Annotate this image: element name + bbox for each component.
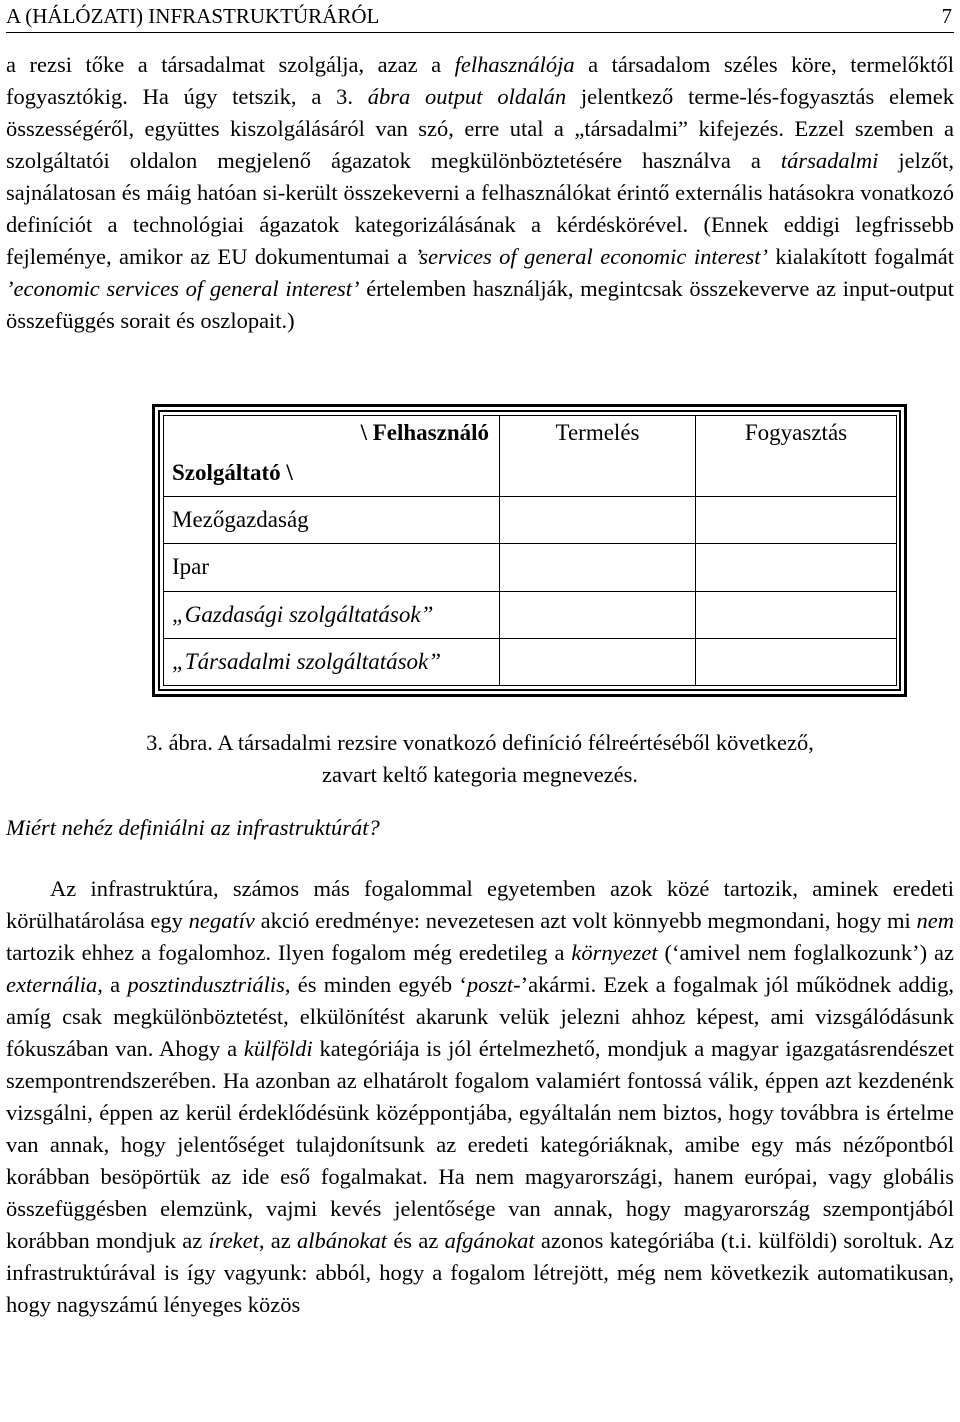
text-run: jelentkező terme-lés-fogyasztás elemek összességéről, együttes kiszolgálásáról van szó, erre utal a „társadalmi” kifejezés. Ezzel szemben a szolgáltatói oldalon megjelenő ágazatok megkülönböztetésére használva a bbox=[6, 84, 954, 173]
text-run: Az infrastruktúra, számos más fogalommal egyetemben azok közé tartozik, aminek eredeti körülhatárolása egy bbox=[6, 876, 954, 933]
table-cell bbox=[500, 544, 696, 591]
text-run: akció eredménye: nevezetesen azt volt könnyebb megmondani, hogy mi bbox=[254, 908, 917, 933]
category-table bbox=[163, 415, 897, 686]
emphasis: albánokat bbox=[297, 1228, 388, 1253]
emphasis: ’services of general economic interest’ bbox=[414, 244, 768, 269]
text-run: , és minden egyéb ‘ bbox=[284, 972, 467, 997]
text-run: , az bbox=[258, 1228, 298, 1253]
figure-caption bbox=[0, 727, 960, 791]
section-heading: Miért nehéz definiálni az infrastruktúrát? bbox=[6, 815, 380, 840]
text-run: kategóriája is jól értelmezhető, mondjuk a magyar igazgatásrendészet szempontrendszerében. Ha azonban az elhatárolt fogalom valamiért fontossá válik, éppen azt kezdenénk vizsgálni, éppen az kerül érdeklődésünk középpontjába, egyáltalán nem biztos, hogy továbbra is értelme van annak, hogy jelentőséget tulajdonítsunk az eredeti kategóriáknak, amibe egy más nézőpontból korábban besöpörtük az ide eső fogalmakat. Ha nem magyarországi, hanem európai, vagy globális összefüggésben elemzünk, vajmi kevés jelentősége van annak, hogy magyarország szempontjából korábban mondjuk az bbox=[6, 1036, 954, 1253]
header-user-label: \ Felhasználó bbox=[360, 420, 489, 445]
text-run: jelzőt, sajnálatosan és máig hatóan si-került összekeverni a felhasználókat érintő externális hatásokra vonatkozó definíciót a technológiai ágazatok kategorizálásának a kérdéskörével. (Ennek eddigi legfrissebb fejleménye, amikor az EU dokumentumai a bbox=[6, 148, 954, 269]
category-table-frame bbox=[152, 404, 907, 697]
header-provider-label: Szolgáltató \ bbox=[172, 460, 293, 485]
running-header bbox=[6, 2, 954, 33]
caption-line-2: zavart keltő kategoria megnevezés. bbox=[321, 762, 639, 787]
table-row bbox=[164, 544, 897, 591]
page-number: 7 bbox=[941, 4, 952, 28]
emphasis: külföldi bbox=[243, 1036, 313, 1061]
text-run: értelemben használják, megintcsak összekeverve az input-output összefüggés sorait és oszlopait.) bbox=[6, 276, 954, 333]
table-cell bbox=[696, 591, 897, 638]
emphasis: felhasználója bbox=[454, 52, 575, 77]
text-run: ’akármi. Ezek a fogalmak jól működnek addig, amíg csak megkülönböztetést, elkülönítést akarunk velük jelezni ahhoz képest, ami vizsgálódásunk fókuszában van. Ahogy a bbox=[6, 972, 954, 1061]
text-run: kialakított fogalmát bbox=[767, 244, 955, 269]
table-row bbox=[164, 497, 897, 544]
table-cell bbox=[696, 497, 897, 544]
caption-line-1: 3. ábra. A társadalmi rezsire vonatkozó definíció félreértéséből következő, bbox=[146, 730, 814, 755]
table-header-row bbox=[164, 416, 897, 497]
emphasis: íreket bbox=[208, 1228, 259, 1253]
body-paragraph-2 bbox=[6, 873, 954, 1321]
body-paragraph-1 bbox=[6, 49, 954, 337]
running-title: A (HÁLÓZATI) INFRASTRUKTÚRÁRÓL bbox=[6, 4, 380, 28]
emphasis: posztindusztriális bbox=[127, 972, 285, 997]
emphasis: nem bbox=[916, 908, 954, 933]
row-label: „Gazdasági szolgáltatások” bbox=[164, 591, 500, 638]
corner-header-cell bbox=[164, 416, 500, 497]
column-header-consumption: Fogyasztás bbox=[696, 416, 897, 497]
emphasis: poszt- bbox=[466, 972, 521, 997]
emphasis: ábra output oldalán bbox=[367, 84, 567, 109]
row-label: „Társadalmi szolgáltatások” bbox=[164, 638, 500, 685]
emphasis: ’economic services of general interest’ bbox=[6, 276, 360, 301]
emphasis: externália bbox=[6, 972, 98, 997]
row-label: Mezőgazdaság bbox=[164, 497, 500, 544]
text-run: azonos kategóriába (t.i. külföldi) soroltuk. Az infrastruktúrával is így vagyunk: abból, hogy a fogalom létrejött, még nem következik automatikusan, hogy nagyszámú lényeges közös bbox=[6, 1228, 954, 1317]
emphasis: környezet bbox=[571, 940, 658, 965]
emphasis: negatív bbox=[188, 908, 255, 933]
table-cell bbox=[696, 638, 897, 685]
table-cell bbox=[500, 638, 696, 685]
text-run: a rezsi tőke a társadalmat szolgálja, azaz a bbox=[6, 52, 455, 77]
text-run: (‘amivel nem foglalkozunk’) az bbox=[657, 940, 954, 965]
emphasis: afgánokat bbox=[444, 1228, 535, 1253]
table-row bbox=[164, 591, 897, 638]
column-header-production: Termelés bbox=[500, 416, 696, 497]
text-run: és az bbox=[387, 1228, 445, 1253]
row-label: Ipar bbox=[164, 544, 500, 591]
table-row bbox=[164, 638, 897, 685]
text-run: , a bbox=[97, 972, 128, 997]
table-cell bbox=[500, 591, 696, 638]
text-run: a társadalom széles köre, termelőktől fogyasztókig. Ha úgy tetszik, a 3. bbox=[6, 52, 954, 109]
table-cell bbox=[696, 544, 897, 591]
emphasis: társadalmi bbox=[780, 148, 879, 173]
text-run: tartozik ehhez a fogalomhoz. Ilyen fogalom még eredetileg a bbox=[6, 940, 572, 965]
table-cell bbox=[500, 497, 696, 544]
